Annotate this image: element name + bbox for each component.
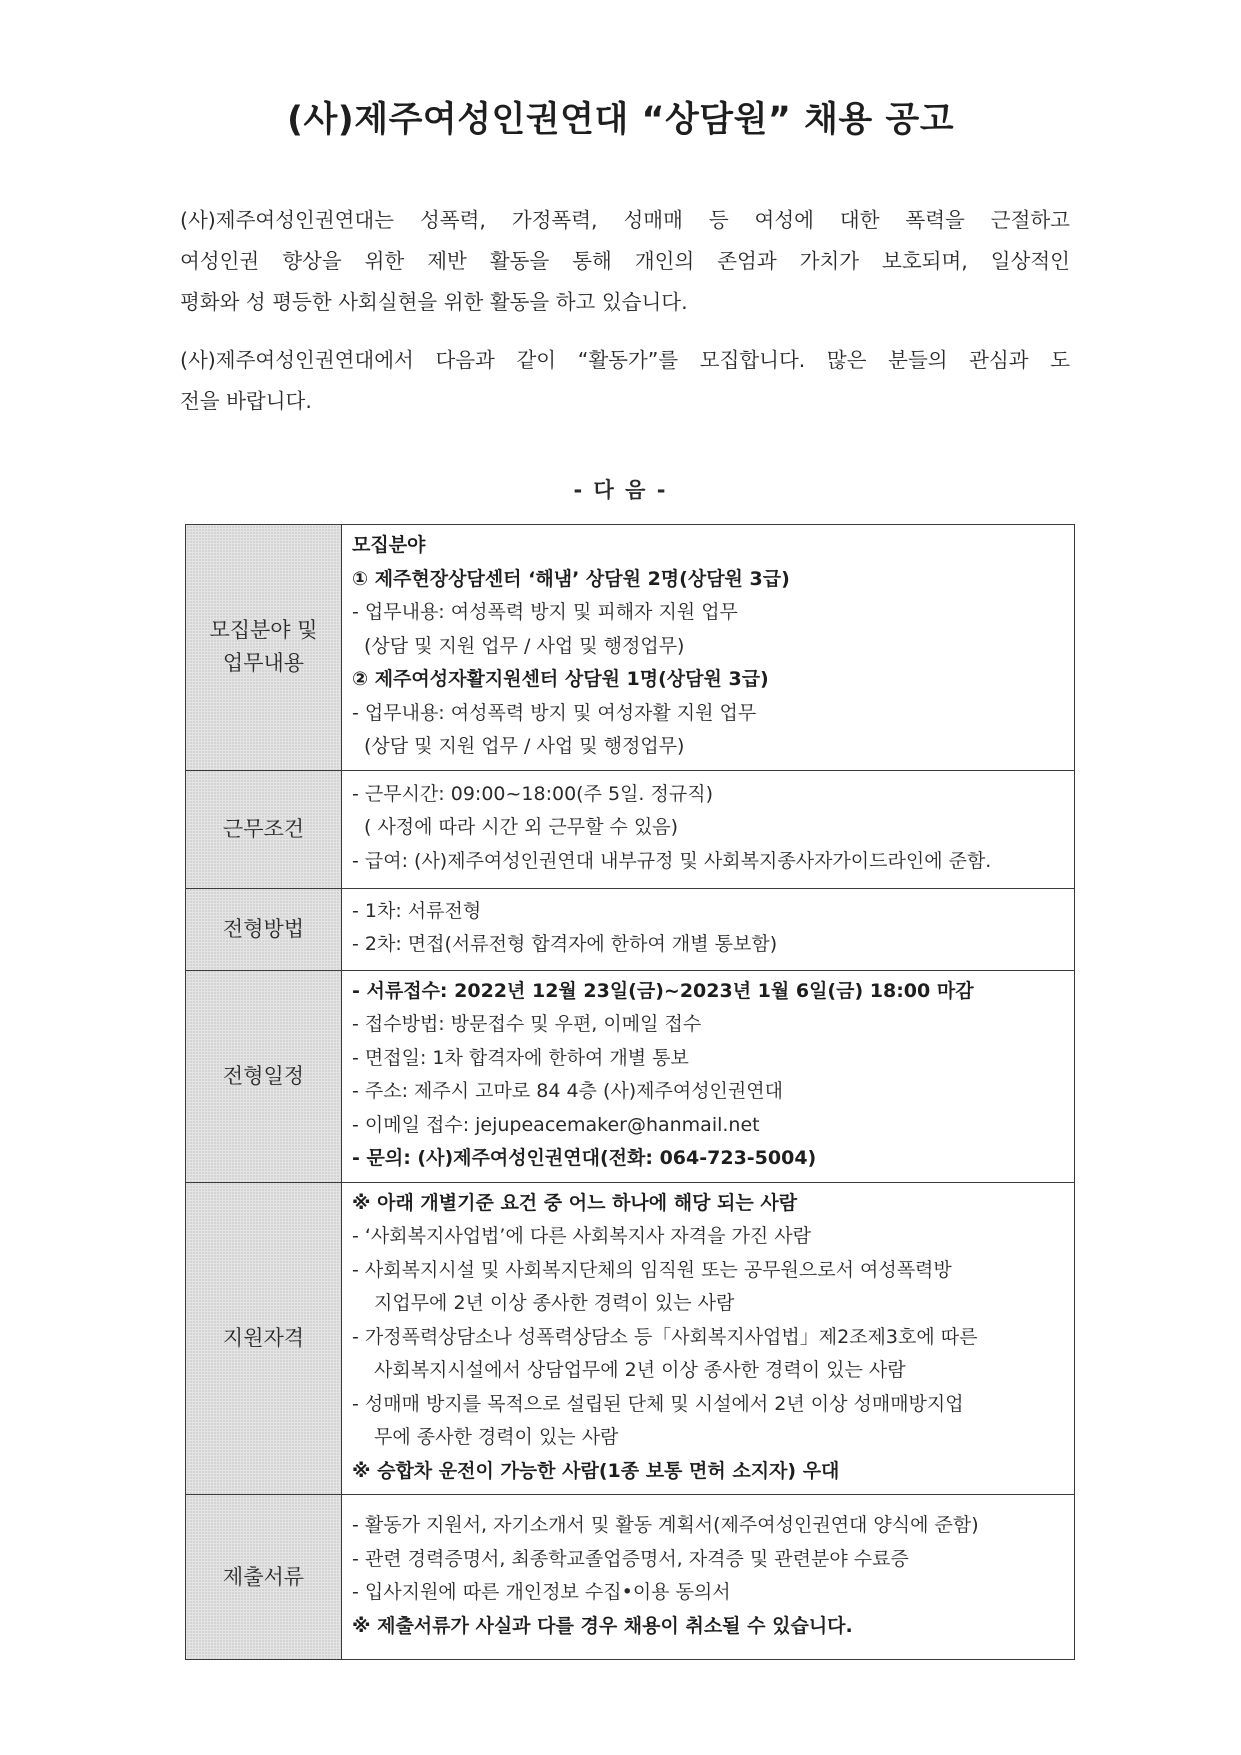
content-line: - 문의: (사)제주여성인권연대(전화: 064-723-5004)	[352, 1147, 817, 1169]
label-recruit	[186, 525, 342, 771]
content-line: - 입사지원에 따른 개인정보 수집•이용 동의서	[352, 1581, 731, 1603]
label-conditions: 근무조건	[186, 770, 342, 888]
intro-line: (사)제주여성인권연대는 성폭력, 가정폭력, 성매매 등 여성에 대한 폭력을 근절하고	[180, 208, 1070, 232]
section-heading: - 다 음 -	[573, 478, 668, 502]
content-line: - 주소: 제주시 고마로 84 4층 (사)제주여성인권연대	[352, 1080, 783, 1102]
content-line: ※ 아래 개별기준 요건 중 어느 하나에 해당 되는 사람	[352, 1191, 798, 1214]
row-conditions	[186, 770, 1075, 888]
content-line: 지업무에 2년 이상 종사한 경력이 있는 사람	[374, 1292, 735, 1314]
content-line: 사회복지시설에서 상담업무에 2년 이상 종사한 경력이 있는 사람	[374, 1359, 906, 1381]
content-line: - 관련 경력증명서, 최종학교졸업증명서, 자격증 및 관련분야 수료증	[352, 1547, 909, 1570]
content-line: ( 사정에 따라 시간 외 근무할 수 있음)	[364, 816, 679, 839]
content-line: - 가정폭력상담소나 성폭력상담소 등「사회복지사업법」제2조제3호에 따른	[352, 1325, 978, 1348]
content-line: (상담 및 지원 업무 / 사업 및 행정업무)	[364, 634, 685, 657]
content-line: - 업무내용: 여성폭력 방지 및 피해자 지원 업무	[352, 601, 738, 623]
intro-line: (사)제주여성인권연대에서 다음과 같이 “활동가”를 모집합니다. 많은 분들의 관심과 도	[180, 348, 1070, 372]
label-qualification: 지원자격	[186, 1182, 342, 1495]
content-line: - 성매매 방지를 목적으로 설립된 단체 및 시설에서 2년 이상 성매매방지업	[352, 1392, 964, 1415]
row-documents	[186, 1495, 1075, 1660]
content-line: - 사회복지시설 및 사회복지단체의 임직원 또는 공무원으로서 여성폭력방	[352, 1258, 952, 1281]
content-line: (상담 및 지원 업무 / 사업 및 행정업무)	[364, 735, 685, 757]
content-line: - 1차: 서류전형	[352, 899, 482, 922]
content-line: - 급여: (사)제주여성인권연대 내부규정 및 사회복지종사자가이드라인에 준함.	[352, 849, 992, 872]
intro-paragraph-1	[180, 200, 1070, 323]
content-line: - 활동가 지원서, 자기소개서 및 활동 계획서(제주여성인권연대 양식에 준함)	[352, 1514, 979, 1536]
label-line: 업무내용	[222, 651, 305, 676]
content-line: - ‘사회복지사업법’에 다른 사회복지사 자격을 가진 사람	[352, 1225, 811, 1247]
intro-line: 평화와 성 평등한 사회실현을 위한 활동을 하고 있습니다.	[180, 290, 688, 314]
page-title: (사)제주여성인권연대 “상담원” 채용 공고	[286, 100, 954, 140]
label-schedule: 전형일정	[186, 970, 342, 1182]
row-qualification	[186, 1182, 1075, 1495]
label-method: 전형방법	[186, 888, 342, 970]
content-line: ② 제주여성자활지원센터 상담원 1명(상담원 3급)	[352, 668, 769, 690]
intro-paragraph-2	[180, 340, 1070, 422]
content-line: ※ 제출서류가 사실과 다를 경우 채용이 취소될 수 있습니다.	[352, 1614, 853, 1637]
row-method	[186, 888, 1075, 970]
content-documents	[342, 1495, 1075, 1660]
content-line: - 서류접수: 2022년 12월 23일(금)~2023년 1월 6일(금) 18:00 마감	[352, 979, 974, 1002]
content-line: - 면접일: 1차 합격자에 한하여 개별 통보	[352, 1046, 689, 1069]
content-line: 무에 종사한 경력이 있는 사람	[374, 1426, 619, 1448]
content-qualification	[342, 1182, 1075, 1495]
content-recruit	[342, 525, 1075, 771]
content-line: ① 제주현장상담센터 ‘해냄’ 상담원 2명(상담원 3급)	[352, 567, 790, 590]
content-line: - 근무시간: 09:00~18:00(주 5일. 정규직)	[352, 782, 713, 805]
content-line: - 2차: 면접(서류전형 합격자에 한하여 개별 통보함)	[352, 933, 778, 955]
recruitment-details-table	[185, 524, 1075, 1660]
row-recruit	[186, 525, 1075, 771]
content-schedule	[342, 970, 1075, 1182]
content-line: - 업무내용: 여성폭력 방지 및 여성자활 지원 업무	[352, 701, 757, 724]
content-line: - 접수방법: 방문접수 및 우편, 이메일 접수	[352, 1013, 702, 1035]
content-line: 모집분야	[352, 534, 426, 556]
content-method	[342, 888, 1075, 970]
content-conditions	[342, 770, 1075, 888]
intro-line: 전을 바랍니다.	[180, 389, 312, 413]
intro-line: 여성인권 향상을 위한 제반 활동을 통해 개인의 존엄과 가치가 보호되며, 일상적인	[180, 249, 1070, 273]
content-line: - 이메일 접수: jejupeacemaker@hanmail.net	[352, 1113, 760, 1136]
row-schedule	[186, 970, 1075, 1182]
label-documents: 제출서류	[186, 1495, 342, 1660]
content-line: ※ 승합차 운전이 가능한 사람(1종 보통 면허 소지자) 우대	[352, 1459, 840, 1482]
label-line: 모집분야 및	[209, 618, 318, 643]
